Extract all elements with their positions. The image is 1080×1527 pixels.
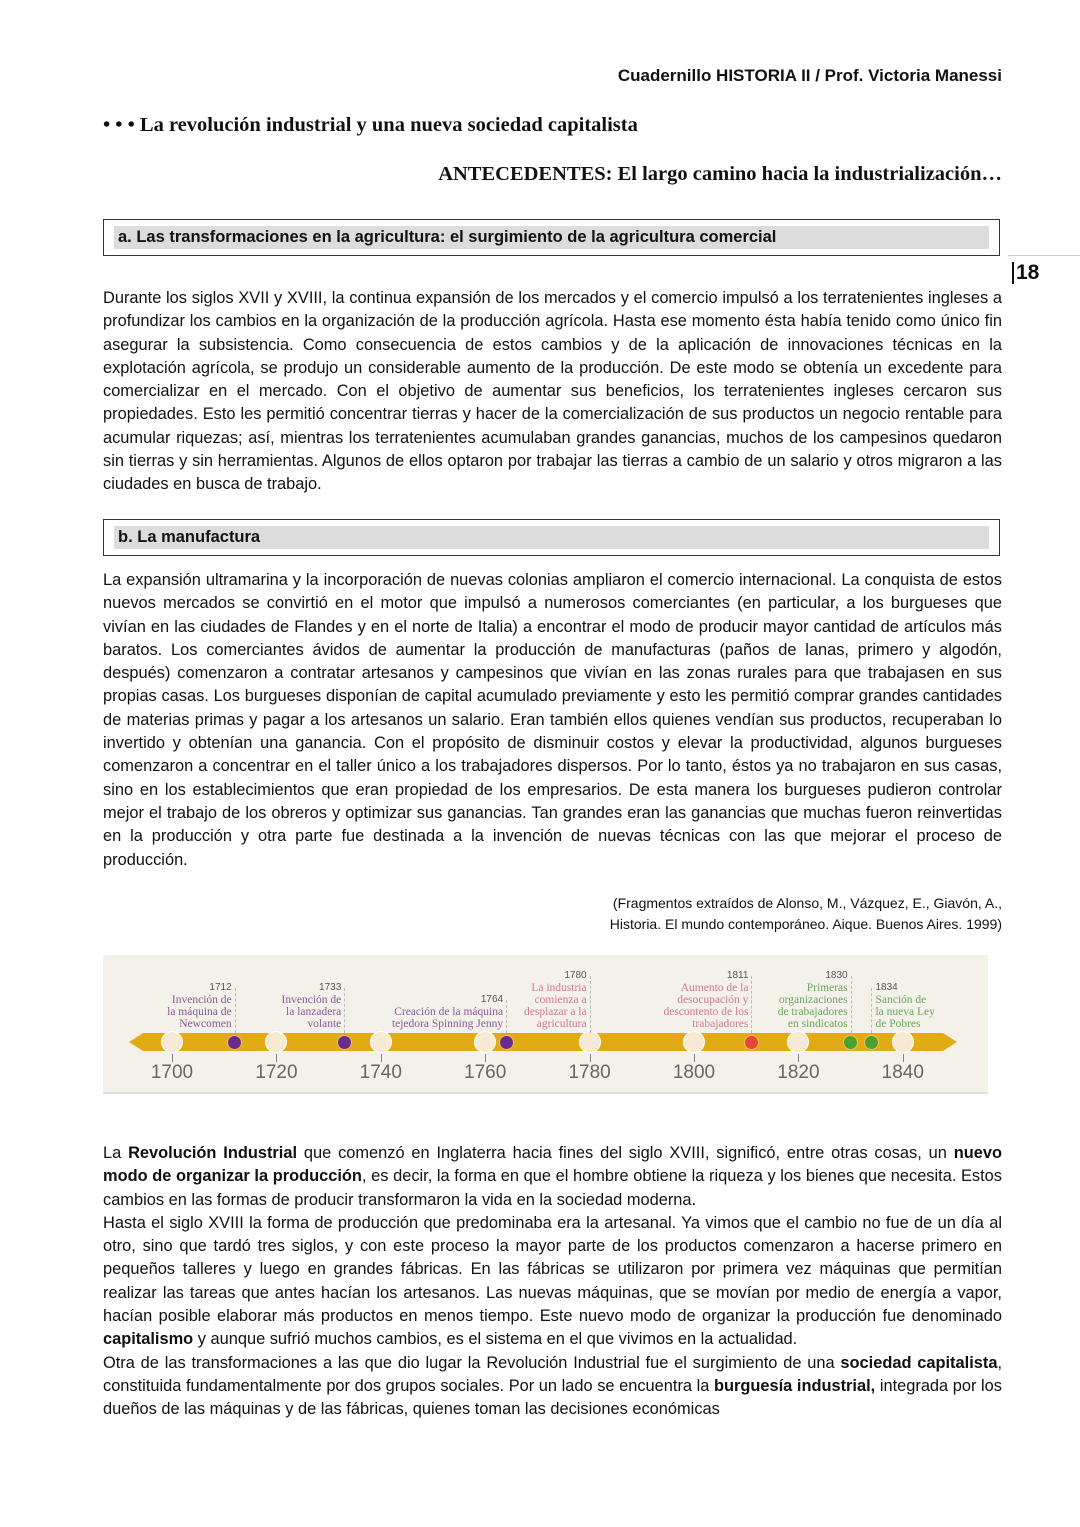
event-connector bbox=[851, 976, 852, 1033]
citation-line: (Fragmentos extraídos de Alonso, M., Vázquez, E., Giavón, A., bbox=[612, 895, 1002, 911]
decade-label: 1740 bbox=[359, 1062, 402, 1083]
event-dot bbox=[864, 1035, 879, 1050]
section-a-heading: a. Las transformaciones en la agricultura: el surgimiento de la agricultura comercial bbox=[114, 226, 989, 249]
event-label bbox=[524, 982, 587, 1030]
event-label-line: la lanzadera bbox=[286, 1006, 342, 1018]
event-year: 1764 bbox=[480, 994, 504, 1005]
event-label bbox=[282, 994, 342, 1030]
decade-marker bbox=[892, 1031, 914, 1053]
event-label-line: Invención de bbox=[281, 994, 342, 1006]
event-connector bbox=[751, 976, 752, 1033]
decade-tick bbox=[798, 1054, 799, 1062]
event-label-line: desocupación y bbox=[677, 994, 749, 1006]
event-dot bbox=[499, 1035, 514, 1050]
event-label bbox=[875, 994, 934, 1030]
bold-term: burguesía industrial, bbox=[713, 1376, 876, 1395]
page-number-rule bbox=[1008, 255, 1080, 256]
text-run: integrada por los dueños de las máquinas y de las fábricas, quienes toman las decisiones económicas bbox=[103, 1376, 1002, 1419]
timeline bbox=[103, 955, 988, 1094]
citation bbox=[610, 893, 1002, 935]
event-connector bbox=[235, 988, 236, 1033]
decade-tick bbox=[172, 1054, 173, 1062]
decade-marker bbox=[579, 1031, 601, 1053]
event-dot bbox=[843, 1035, 858, 1050]
event-year: 1834 bbox=[875, 982, 898, 993]
text-run: Otra de las transformaciones a las que dio lugar la Revolución Industrial fue el surgimiento de una bbox=[103, 1353, 841, 1372]
text-run: , es decir, la forma en que el hombre obtiene la riqueza y los bienes que necesita. Estos cambios en las formas de producir transformaron la vida en la sociedad moderna. bbox=[103, 1167, 1002, 1209]
event-label-line: la nueva Ley bbox=[875, 1006, 935, 1018]
event-label-line: volante bbox=[307, 1018, 342, 1030]
decade-label: 1820 bbox=[777, 1062, 820, 1083]
paragraph: La expansión ultramarina y la incorporación de nuevas colonias ampliaron el comercio internacional. La conquista de estos nuevos mercados se convirtió en el motor que impulsó a numerosos comerciantes (en particular, a los burgueses que vivían en las ciudades de Flandes y en el norte de Italia) a encontrar el modo de producir mayor cantidad de artículos más baratos. Los comerciantes ávidos de aumentar la producción de manufacturas (paños de lanas, primero y algodón, después) comenzaron a contratar artesanos y campesinos que vivían en las zonas rurales para que trabajasen en sus propias casas. Los burgueses disponían de capital acumulado previamente y esto les permitió comprar grandes cantidades de materias primas y pagar a los artesanos un salario. Eran también ellos quienes vendían sus productos, recuperaban lo invertido y obtenían una ganancia. Con el propósito de disminuir costos y elevar la productividad, algunos burgueses comenzaron a concentrar en el taller único a los trabajadores dispersos. Por lo tanto, éstos ya no trabajaron en sus casas, sino en los establecimientos que eran propiedad de los empresarios. De esta manera los burgueses pudieron controlar mejor el trabajo de los obreros y optimizar sus ganancias. Tan grandes eran las ganancias que muchas fueron reinvertidas en la producción y otra parte fue destinada a la invención de nuevas técnicas con las que mejorar el proceso de producción. bbox=[103, 571, 1002, 869]
paragraph bbox=[103, 1352, 1002, 1422]
decade-label: 1700 bbox=[150, 1062, 194, 1083]
event-label-line: Creación de la máquina bbox=[394, 1006, 504, 1018]
event-label-line: tejedora Spinning Jenny bbox=[391, 1018, 504, 1030]
event-dot bbox=[744, 1035, 759, 1050]
text-run: Hasta el siglo XVIII la forma de producción que predominaba era la artesanal. Ya vimos que el cambio no fue de un día al otro, sino que tardó tres siglos, y con este proceso la mayor parte de los productos comenzaron a hacerse primero en pequeños talleres y luego en grandes fábricas. En las fábricas se utilizaron por primera vez máquinas que permitían realizar las tareas que antes hacían los artesanos. Las nuevas máquinas, que se movían por medio de energía a vapor, hacían posible elaborar más productos en menos tiempo. Este nuevo modo de organizar la producción fue denominado bbox=[103, 1213, 1002, 1326]
text-run: que comenzó en Inglaterra hacia fines del siglo XVIII, significó, entre otras cosas, un bbox=[297, 1144, 954, 1162]
body-text bbox=[103, 1142, 1002, 1422]
decade-tick bbox=[694, 1054, 695, 1062]
section-a-text bbox=[103, 287, 1002, 497]
decade-label: 1720 bbox=[255, 1062, 298, 1083]
event-label-line: La industria bbox=[531, 982, 587, 994]
decade-marker bbox=[370, 1031, 392, 1053]
event-year: 1811 bbox=[726, 970, 749, 981]
event-year: 1780 bbox=[564, 970, 587, 981]
bold-term: Revolución Industrial bbox=[128, 1144, 298, 1162]
event-label-line: agricultura bbox=[536, 1018, 587, 1030]
event-label-line: de trabajadores bbox=[777, 1006, 848, 1018]
page-subtitle: ANTECEDENTES: El largo camino hacia la industrialización… bbox=[438, 163, 1002, 185]
decade-label: 1760 bbox=[464, 1062, 507, 1083]
event-connector bbox=[590, 976, 591, 1033]
decade-label: 1840 bbox=[881, 1062, 924, 1083]
page-title: • • • La revolución industrial y una nueva sociedad capitalista bbox=[103, 114, 638, 136]
bold-term: sociedad capitalista bbox=[840, 1353, 998, 1372]
paragraph bbox=[103, 1212, 1002, 1352]
event-label-line: organizaciones bbox=[778, 994, 848, 1006]
bold-term: capitalismo bbox=[103, 1330, 194, 1349]
event-dot bbox=[337, 1035, 352, 1050]
event-connector bbox=[871, 988, 872, 1033]
event-year: 1712 bbox=[209, 982, 232, 993]
event-year: 1733 bbox=[319, 982, 342, 993]
event-label-line: Sanción de bbox=[875, 994, 927, 1006]
paragraph bbox=[103, 1142, 1002, 1212]
timeline-arrow-right bbox=[943, 1033, 957, 1051]
text-run: y aunque sufrió muchos cambios, es el sistema en el que vivimos en la actualidad. bbox=[193, 1330, 798, 1349]
event-label-line: en sindicatos bbox=[787, 1018, 848, 1030]
event-connector bbox=[506, 1000, 507, 1033]
event-label-line: desplazar a la bbox=[524, 1006, 587, 1018]
event-label-line: Primeras bbox=[806, 982, 848, 994]
event-label-line: de Pobres bbox=[875, 1018, 921, 1030]
section-b-heading-box bbox=[103, 519, 1000, 556]
decade-tick bbox=[485, 1054, 486, 1062]
event-label bbox=[778, 982, 848, 1030]
event-label-line: Invención de bbox=[171, 994, 232, 1006]
event-label-line: trabajadores bbox=[692, 1018, 749, 1030]
decade-tick bbox=[903, 1054, 904, 1062]
event-label-line: Newcomen bbox=[179, 1018, 232, 1030]
decade-tick bbox=[276, 1054, 277, 1062]
text-run: La bbox=[103, 1144, 129, 1162]
event-label bbox=[663, 982, 748, 1030]
decade-tick bbox=[381, 1054, 382, 1062]
event-label bbox=[392, 1006, 503, 1030]
section-b-text bbox=[103, 569, 1002, 872]
event-label-line: Aumento de la bbox=[680, 982, 749, 994]
decade-label: 1780 bbox=[568, 1062, 611, 1083]
page-number: 18 bbox=[1012, 262, 1039, 284]
section-b-heading: b. La manufactura bbox=[114, 526, 989, 549]
event-year: 1830 bbox=[825, 970, 848, 981]
event-label-line: la máquina de bbox=[167, 1006, 232, 1018]
event-connector bbox=[344, 988, 345, 1033]
decade-marker bbox=[683, 1031, 705, 1053]
event-label bbox=[167, 994, 232, 1030]
document-header: Cuadernillo HISTORIA II / Prof. Victoria Manessi bbox=[617, 66, 1002, 85]
timeline-arrow-left bbox=[129, 1033, 143, 1051]
section-a-heading-box bbox=[103, 219, 1000, 256]
citation-line: Historia. El mundo contemporáneo. Aique. Buenos Aires. 1999) bbox=[609, 916, 1002, 932]
timeline-band bbox=[143, 1033, 943, 1051]
decade-label: 1800 bbox=[672, 1062, 716, 1083]
event-label-line: descontento de los bbox=[663, 1006, 749, 1018]
decade-tick bbox=[590, 1054, 591, 1062]
event-label-line: comienza a bbox=[534, 994, 587, 1006]
text-run: , constituida fundamentalmente por dos grupos sociales. Por un lado se encuentra la bbox=[103, 1353, 1002, 1395]
bold-term: nuevo modo de organizar la producción bbox=[103, 1144, 1002, 1186]
decade-marker bbox=[161, 1031, 183, 1053]
paragraph: Durante los siglos XVII y XVIII, la continua expansión de los mercados y el comercio impulsó a los terratenientes ingleses a profundizar los cambios en la organización de la producción agrícola. Hasta ese momento ésta había tenido como único fin asegurar la subsistencia. Como consecuencia de estos cambios y de la aplicación de innovaciones técnicas en la explotación agrícola, se produjo un considerable aumento de la producción. De este modo se obtenía un excedente para comercializar en el mercado. Con el objetivo de aumentar sus beneficios, los terratenientes ingleses cercaron sus propiedades. Esto les permitió concentrar tierras y hacer de la comercialización de sus productos un negocio rentable para acumular riquezas; así, mientras los terratenientes acumulaban grandes ganancias, muchos de los campesinos quedaron sin tierras y sin herramientas. Algunos de ellos optaron por trabajar las tierras a cambio de un salario y otros migraron a las ciudades en busca de trabajo. bbox=[103, 289, 1002, 494]
